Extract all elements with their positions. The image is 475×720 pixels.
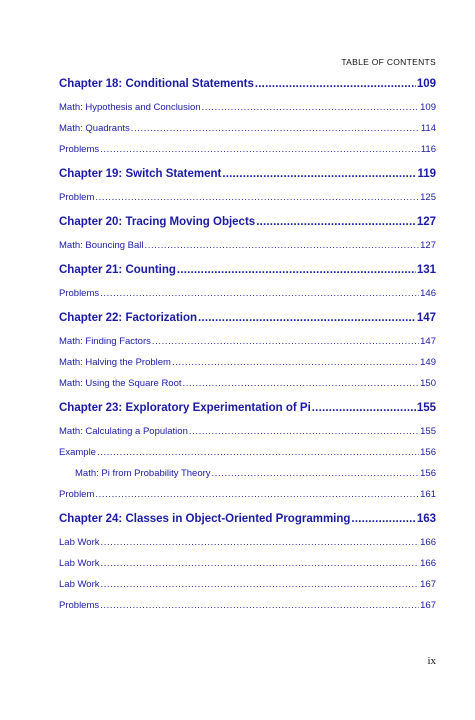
toc-section-entry[interactable] bbox=[59, 102, 436, 113]
dot-leader bbox=[100, 600, 419, 611]
dot-leader bbox=[131, 123, 420, 134]
dot-leader bbox=[172, 357, 419, 368]
toc-entry-title: Chapter 20: Tracing Moving Objects bbox=[59, 216, 256, 228]
dot-leader bbox=[100, 144, 420, 155]
toc-entry-title: Math: Using the Square Root bbox=[59, 378, 182, 389]
dot-leader bbox=[145, 240, 420, 251]
toc-entry-title: Lab Work bbox=[59, 537, 100, 548]
toc-chapter-entry[interactable] bbox=[59, 312, 436, 324]
toc-section-entry[interactable] bbox=[59, 123, 436, 134]
toc-entry-page: 147 bbox=[416, 312, 436, 324]
toc-entry-title: Chapter 18: Conditional Statements bbox=[59, 78, 254, 90]
toc-section-entry[interactable] bbox=[59, 192, 436, 203]
toc-entry-title: Lab Work bbox=[59, 579, 100, 590]
toc-entry-title: Math: Halving the Problem bbox=[59, 357, 171, 368]
toc-entry-page: 156 bbox=[420, 468, 436, 479]
toc-chapter-entry[interactable] bbox=[59, 264, 436, 276]
dot-leader bbox=[198, 312, 416, 324]
toc-entry-title: Problem bbox=[59, 489, 95, 500]
toc-entry-title: Math: Pi from Probability Theory bbox=[75, 468, 211, 479]
toc-entry-title: Chapter 21: Counting bbox=[59, 264, 176, 276]
dot-leader bbox=[351, 513, 415, 525]
toc-entry-page: 155 bbox=[420, 426, 436, 437]
toc-entry-page: 119 bbox=[417, 168, 436, 180]
toc-entry-page: 125 bbox=[420, 192, 436, 203]
toc-entry-page: 146 bbox=[420, 288, 436, 299]
toc-entry-page: 161 bbox=[420, 489, 436, 500]
toc-subsection-entry[interactable] bbox=[59, 468, 436, 479]
toc-entry-page: 167 bbox=[420, 579, 436, 590]
dot-leader bbox=[183, 378, 420, 389]
toc-section-entry[interactable] bbox=[59, 240, 436, 251]
dot-leader bbox=[152, 336, 419, 347]
toc-entry-page: 114 bbox=[420, 123, 436, 134]
dot-leader bbox=[312, 402, 416, 414]
toc-entry-page: 131 bbox=[416, 264, 436, 276]
dot-leader bbox=[97, 447, 419, 458]
toc-entry-page: 149 bbox=[420, 357, 436, 368]
dot-leader bbox=[255, 78, 416, 90]
toc-chapter-entry[interactable] bbox=[59, 513, 436, 525]
toc-entry-page: 116 bbox=[420, 144, 436, 155]
toc-entry-title: Problems bbox=[59, 144, 100, 155]
toc-section-entry[interactable] bbox=[59, 537, 436, 548]
toc-section-entry[interactable] bbox=[59, 336, 436, 347]
running-header: TABLE OF CONTENTS bbox=[341, 57, 436, 67]
toc-section-entry[interactable] bbox=[59, 144, 436, 155]
toc-chapter-entry[interactable] bbox=[59, 78, 436, 90]
dot-leader bbox=[256, 216, 416, 228]
dot-leader bbox=[212, 468, 420, 479]
dot-leader bbox=[100, 288, 419, 299]
dot-leader bbox=[95, 192, 419, 203]
toc-entry-title: Chapter 23: Exploratory Experimentation of Pi bbox=[59, 402, 311, 414]
dot-leader bbox=[100, 579, 419, 590]
toc-entry-title: Chapter 19: Switch Statement bbox=[59, 168, 222, 180]
toc-chapter-entry[interactable] bbox=[59, 216, 436, 228]
toc-entry-title: Problems bbox=[59, 288, 100, 299]
toc-entry-page: 127 bbox=[416, 216, 436, 228]
toc-entry-title: Problems bbox=[59, 600, 100, 611]
toc-section-entry[interactable] bbox=[59, 447, 436, 458]
toc-entry-title: Math: Hypothesis and Conclusion bbox=[59, 102, 201, 113]
toc-entry-title: Example bbox=[59, 447, 96, 458]
toc-entry-page: 166 bbox=[420, 558, 436, 569]
dot-leader bbox=[95, 489, 419, 500]
toc-entry-title: Math: Bouncing Ball bbox=[59, 240, 144, 251]
toc-entry-page: 167 bbox=[420, 600, 436, 611]
page-number: ix bbox=[427, 655, 436, 667]
toc-entry-title: Chapter 22: Factorization bbox=[59, 312, 198, 324]
dot-leader bbox=[100, 537, 419, 548]
dot-leader bbox=[189, 426, 419, 437]
toc-entry-page: 109 bbox=[416, 78, 436, 90]
toc-entry-title: Chapter 24: Classes in Object-Oriented Programming bbox=[59, 513, 351, 525]
toc-section-entry[interactable] bbox=[59, 579, 436, 590]
toc-section-entry[interactable] bbox=[59, 357, 436, 368]
dot-leader bbox=[222, 168, 416, 180]
toc-section-entry[interactable] bbox=[59, 558, 436, 569]
toc-entry-page: 155 bbox=[416, 402, 436, 414]
toc-entry-title: Lab Work bbox=[59, 558, 100, 569]
toc-entry-title: Problem bbox=[59, 192, 95, 203]
dot-leader bbox=[202, 102, 420, 113]
dot-leader bbox=[177, 264, 416, 276]
toc-section-entry[interactable] bbox=[59, 378, 436, 389]
toc-entry-page: 127 bbox=[420, 240, 436, 251]
toc-entry-page: 166 bbox=[420, 537, 436, 548]
toc-entry-page: 109 bbox=[420, 102, 436, 113]
toc-entry-title: Math: Finding Factors bbox=[59, 336, 151, 347]
toc-entry-title: Math: Quadrants bbox=[59, 123, 130, 134]
toc-chapter-entry[interactable] bbox=[59, 168, 436, 180]
toc-section-entry[interactable] bbox=[59, 489, 436, 500]
toc-section-entry[interactable] bbox=[59, 288, 436, 299]
dot-leader bbox=[100, 558, 419, 569]
toc-entry-page: 147 bbox=[420, 336, 436, 347]
toc-entry-page: 156 bbox=[420, 447, 436, 458]
toc-chapter-entry[interactable] bbox=[59, 402, 436, 414]
toc-section-entry[interactable] bbox=[59, 426, 436, 437]
toc-section-entry[interactable] bbox=[59, 600, 436, 611]
toc-entry-title: Math: Calculating a Population bbox=[59, 426, 188, 437]
toc-entry-page: 150 bbox=[420, 378, 436, 389]
toc-entry-page: 163 bbox=[416, 513, 436, 525]
